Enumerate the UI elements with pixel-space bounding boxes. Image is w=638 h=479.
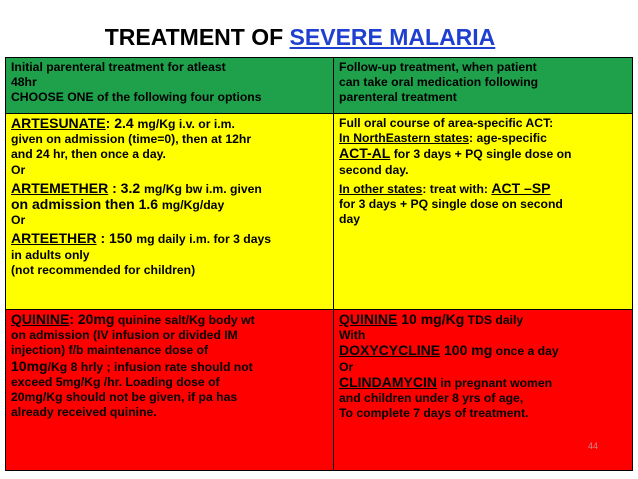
- quinine-detail: on admission (IV infusion or divided IM: [11, 328, 238, 343]
- header-right-line: can take oral medication following: [339, 75, 539, 90]
- artemether-line: ARTEMETHER : 3.2 mg/Kg bw i.m. given: [11, 179, 262, 196]
- header-left-line: CHOOSE ONE of the following four options: [11, 90, 262, 105]
- act-sp-detail: day: [339, 212, 361, 227]
- northeastern-line: In NorthEastern states: age-specific: [339, 131, 547, 146]
- quinine-parenteral-cell: [6, 310, 334, 470]
- arteether-name: ARTEETHER: [11, 230, 97, 247]
- artesunate-name: ARTESUNATE: [11, 115, 106, 131]
- act-al-detail: second day.: [339, 162, 409, 177]
- clindamycin-detail: and children under 8 yrs of age,: [339, 391, 524, 406]
- artesunate-detail: and 24 hr, then once a day.: [11, 147, 166, 162]
- title-link[interactable]: SEVERE MALARIA: [289, 24, 496, 50]
- with-line: With: [339, 328, 366, 343]
- clindamycin-line: CLINDAMYCIN in pregnant women: [339, 373, 553, 390]
- arteether-line: ARTEETHER : 150 mg daily i.m. for 3 days: [11, 230, 272, 247]
- artesunate-detail: given on admission (time=0), then at 12hr: [11, 132, 252, 147]
- header-initial-treatment: [6, 58, 334, 114]
- header-follow-up-treatment: [334, 58, 632, 114]
- quinine-detail: exceed 5mg/Kg /hr. Loading dose of: [11, 374, 220, 389]
- header-left-line: 48hr: [11, 75, 37, 90]
- artesunate-line: ARTESUNATE: 2.4 mg/Kg i.v. or i.m.: [11, 115, 235, 131]
- other-states-line: In other states: treat with: ACT –SP: [339, 179, 551, 196]
- page-number: 44: [587, 440, 598, 451]
- oral-act-cell: [334, 114, 632, 310]
- quinine-detail: already received quinine.: [11, 405, 157, 420]
- header-right-line: Follow-up treatment, when patient: [339, 60, 537, 74]
- quinine-detail: injection) f/b maintenance dose of: [11, 343, 209, 358]
- or-separator: Or: [11, 162, 26, 177]
- artemether-detail: on admission then 1.6 mg/Kg/day: [11, 196, 225, 213]
- oral-course-line: Full oral course of area-specific ACT:: [339, 116, 554, 130]
- artemether-name: ARTEMETHER: [11, 179, 109, 196]
- arteether-detail: (not recommended for children): [11, 262, 196, 277]
- oral-quinine-line: QUININE 10 mg/Kg TDS daily: [339, 311, 524, 327]
- or-separator: Or: [11, 213, 26, 228]
- arteether-detail: in adults only: [11, 247, 90, 262]
- quinine-line: QUININE: 20mg quinine salt/Kg body wt: [11, 311, 255, 327]
- or-separator: Or: [339, 359, 354, 374]
- header-left-line: Initial parenteral treatment for atleast: [11, 60, 226, 74]
- slide-title: [0, 24, 600, 51]
- quinine-oral-cell: [334, 310, 632, 470]
- artemisinin-options-cell: [6, 114, 334, 310]
- clindamycin-detail: To complete 7 days of treatment.: [339, 406, 529, 421]
- doxycycline-line: DOXYCYCLINE 100 mg once a day: [339, 342, 559, 359]
- act-sp-detail: for 3 days + PQ single dose on second: [339, 197, 563, 212]
- title-prefix: TREATMENT OF: [104, 24, 290, 50]
- act-al-line: ACT-AL for 3 days + PQ single dose on: [339, 145, 572, 162]
- header-right-line: parenteral treatment: [339, 90, 457, 105]
- treatment-table: [5, 57, 633, 471]
- quinine-detail: 10mg/Kg 8 hrly ; infusion rate should not: [11, 357, 253, 374]
- quinine-detail: 20mg/Kg should not be given, if pa has: [11, 390, 238, 405]
